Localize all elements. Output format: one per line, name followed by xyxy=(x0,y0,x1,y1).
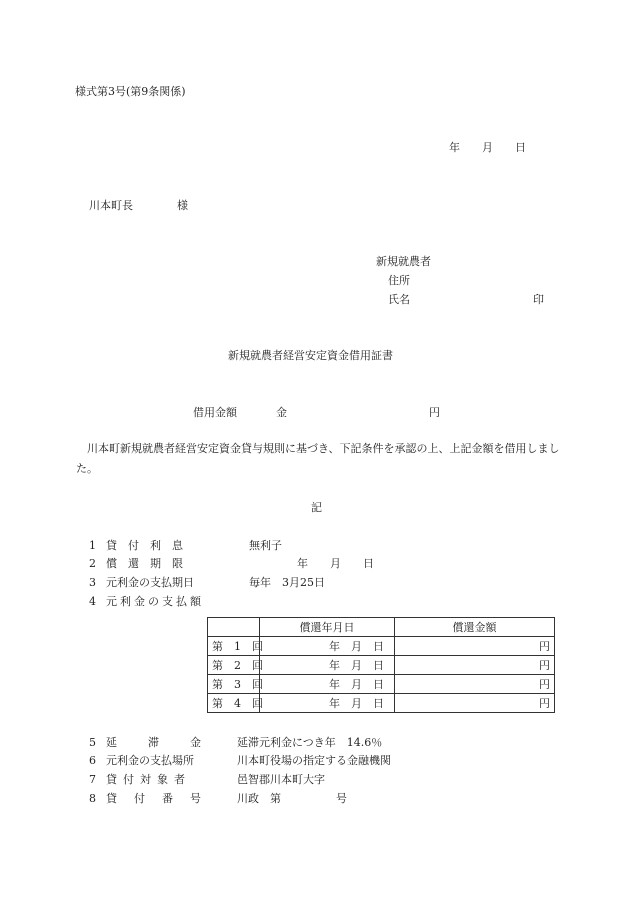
term-3-no: 3 xyxy=(89,576,96,589)
term-1-label: 貸付利息 xyxy=(106,539,194,552)
loan-amount-kin: 金 xyxy=(276,406,287,419)
term-2-value: 年 月 日 xyxy=(297,557,374,570)
term-5-value: 延滞元利金につき年 14.6％ xyxy=(237,736,383,749)
table-row xyxy=(208,675,555,694)
doc-title: 新規就農者経営安定資金借用証書 xyxy=(228,349,393,362)
table-row xyxy=(208,694,555,713)
term-1-no: 1 xyxy=(89,539,96,552)
addressee: 川本町長 様 xyxy=(89,199,188,212)
table-header-blank xyxy=(208,618,260,637)
row-date: 年 月 日 xyxy=(260,694,395,713)
loan-amount-yen: 円 xyxy=(429,406,440,419)
term-4-label: 元利金の支払額 xyxy=(106,595,204,608)
seal-mark: 印 xyxy=(533,293,544,306)
borrower-title: 新規就農者 xyxy=(376,255,431,268)
row-amount: 円 xyxy=(395,637,555,656)
table-row xyxy=(208,656,555,675)
table-header-row xyxy=(208,618,555,637)
term-2-no: 2 xyxy=(89,557,96,570)
row-date: 年 月 日 xyxy=(260,656,395,675)
term-6-no: 6 xyxy=(89,754,96,767)
term-1-value: 無利子 xyxy=(249,539,282,552)
repayment-table xyxy=(207,617,555,713)
row-date: 年 月 日 xyxy=(260,637,395,656)
row-amount: 円 xyxy=(395,675,555,694)
table-row xyxy=(208,637,555,656)
row-label: 第 3 回 xyxy=(208,675,260,694)
term-7-label: 貸付対象者 xyxy=(106,773,191,786)
term-6-value: 川本町役場の指定する金融機関 xyxy=(237,754,391,767)
row-amount: 円 xyxy=(395,656,555,675)
term-5-label: 延滞金 xyxy=(106,736,232,749)
table-header-date: 償還年月日 xyxy=(260,618,395,637)
term-5-no: 5 xyxy=(89,736,96,749)
term-4-no: 4 xyxy=(89,595,96,608)
address-label: 住所 xyxy=(388,274,410,287)
term-2-label: 償還期限 xyxy=(106,557,194,570)
term-8-label: 貸付番号 xyxy=(106,792,218,805)
row-label: 第 1 回 xyxy=(208,637,260,656)
body-text: 川本町新規就農者経営安定資金貸与規則に基づき、下記条件を承認の上、上記金額を借用しました。 xyxy=(76,442,560,475)
ki-heading: 記 xyxy=(311,501,322,514)
loan-amount-label: 借用金額 xyxy=(193,406,237,419)
row-date: 年 月 日 xyxy=(260,675,395,694)
term-8-value: 川政 第 号 xyxy=(237,792,347,805)
term-7-value: 邑智郡川本町大字 xyxy=(237,773,325,786)
term-3-value: 毎年 3月25日 xyxy=(249,576,325,589)
table-header-amount: 償還金額 xyxy=(395,618,555,637)
term-8-no: 8 xyxy=(89,792,96,805)
form-id: 様式第3号(第9条関係) xyxy=(75,85,186,98)
date-line: 年 月 日 xyxy=(449,141,526,154)
row-amount: 円 xyxy=(395,694,555,713)
term-3-label: 元利金の支払期日 xyxy=(106,576,194,589)
term-6-label: 元利金の支払場所 xyxy=(106,754,194,767)
name-label: 氏名 xyxy=(388,293,410,306)
row-label: 第 4 回 xyxy=(208,694,260,713)
row-label: 第 2 回 xyxy=(208,656,260,675)
term-7-no: 7 xyxy=(89,773,96,786)
